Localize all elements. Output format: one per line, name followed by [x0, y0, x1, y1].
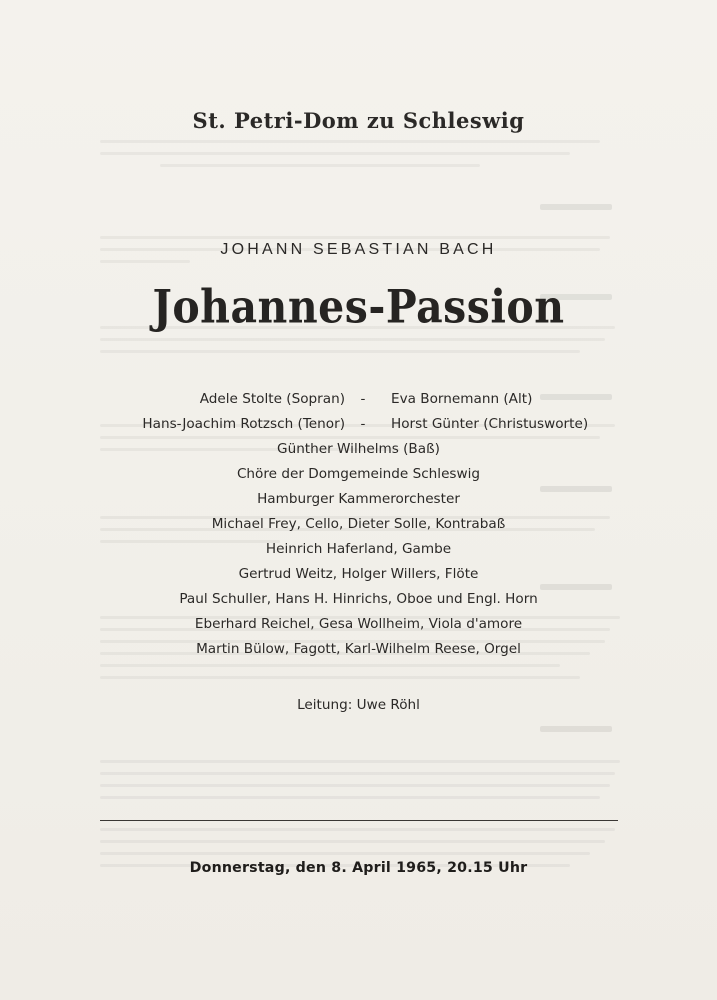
- continuo-strings: Michael Frey, Cello, Dieter Solle, Kontrabaß: [211, 516, 506, 532]
- venue-heading: St. Petri-Dom zu Schleswig: [192, 108, 525, 133]
- bassoon-organ-players: Martin Bülow, Fagott, Karl-Wilhelm Reese, Orgel: [196, 641, 521, 657]
- divider-line: [100, 820, 618, 821]
- work-title: Johannes-Passion: [152, 280, 565, 334]
- performer-pair-row: [0, 414, 717, 434]
- viola-damore-players: Eberhard Reichel, Gesa Wollheim, Viola d'amore: [194, 616, 523, 632]
- christus-soloist: Horst Günter (Christusworte): [391, 416, 589, 432]
- gamba-player: Heinrich Haferland, Gambe: [265, 541, 452, 557]
- pair-separator: -: [360, 391, 366, 407]
- alto-soloist: Eva Bornemann (Alt): [391, 391, 533, 407]
- bass-soloist: Günther Wilhelms (Baß): [277, 441, 440, 457]
- pair-separator: -: [360, 416, 366, 432]
- flute-players: Gertrud Weitz, Holger Willers, Flöte: [238, 566, 479, 582]
- tenor-soloist: Hans-Joachim Rotzsch (Tenor): [142, 416, 345, 432]
- soprano-soloist: Adele Stolte (Sopran): [199, 391, 345, 407]
- performance-date: Donnerstag, den 8. April 1965, 20.15 Uhr: [189, 860, 528, 876]
- performer-pair-row: [0, 389, 717, 409]
- composer-name: JOHANN SEBASTIAN BACH: [220, 241, 497, 258]
- oboe-players: Paul Schuller, Hans H. Hinrichs, Oboe und Engl. Horn: [179, 591, 538, 607]
- orchestra: Hamburger Kammerorchester: [257, 491, 460, 507]
- conductor: Leitung: Uwe Röhl: [297, 697, 420, 713]
- choir: Chöre der Domgemeinde Schleswig: [236, 466, 481, 482]
